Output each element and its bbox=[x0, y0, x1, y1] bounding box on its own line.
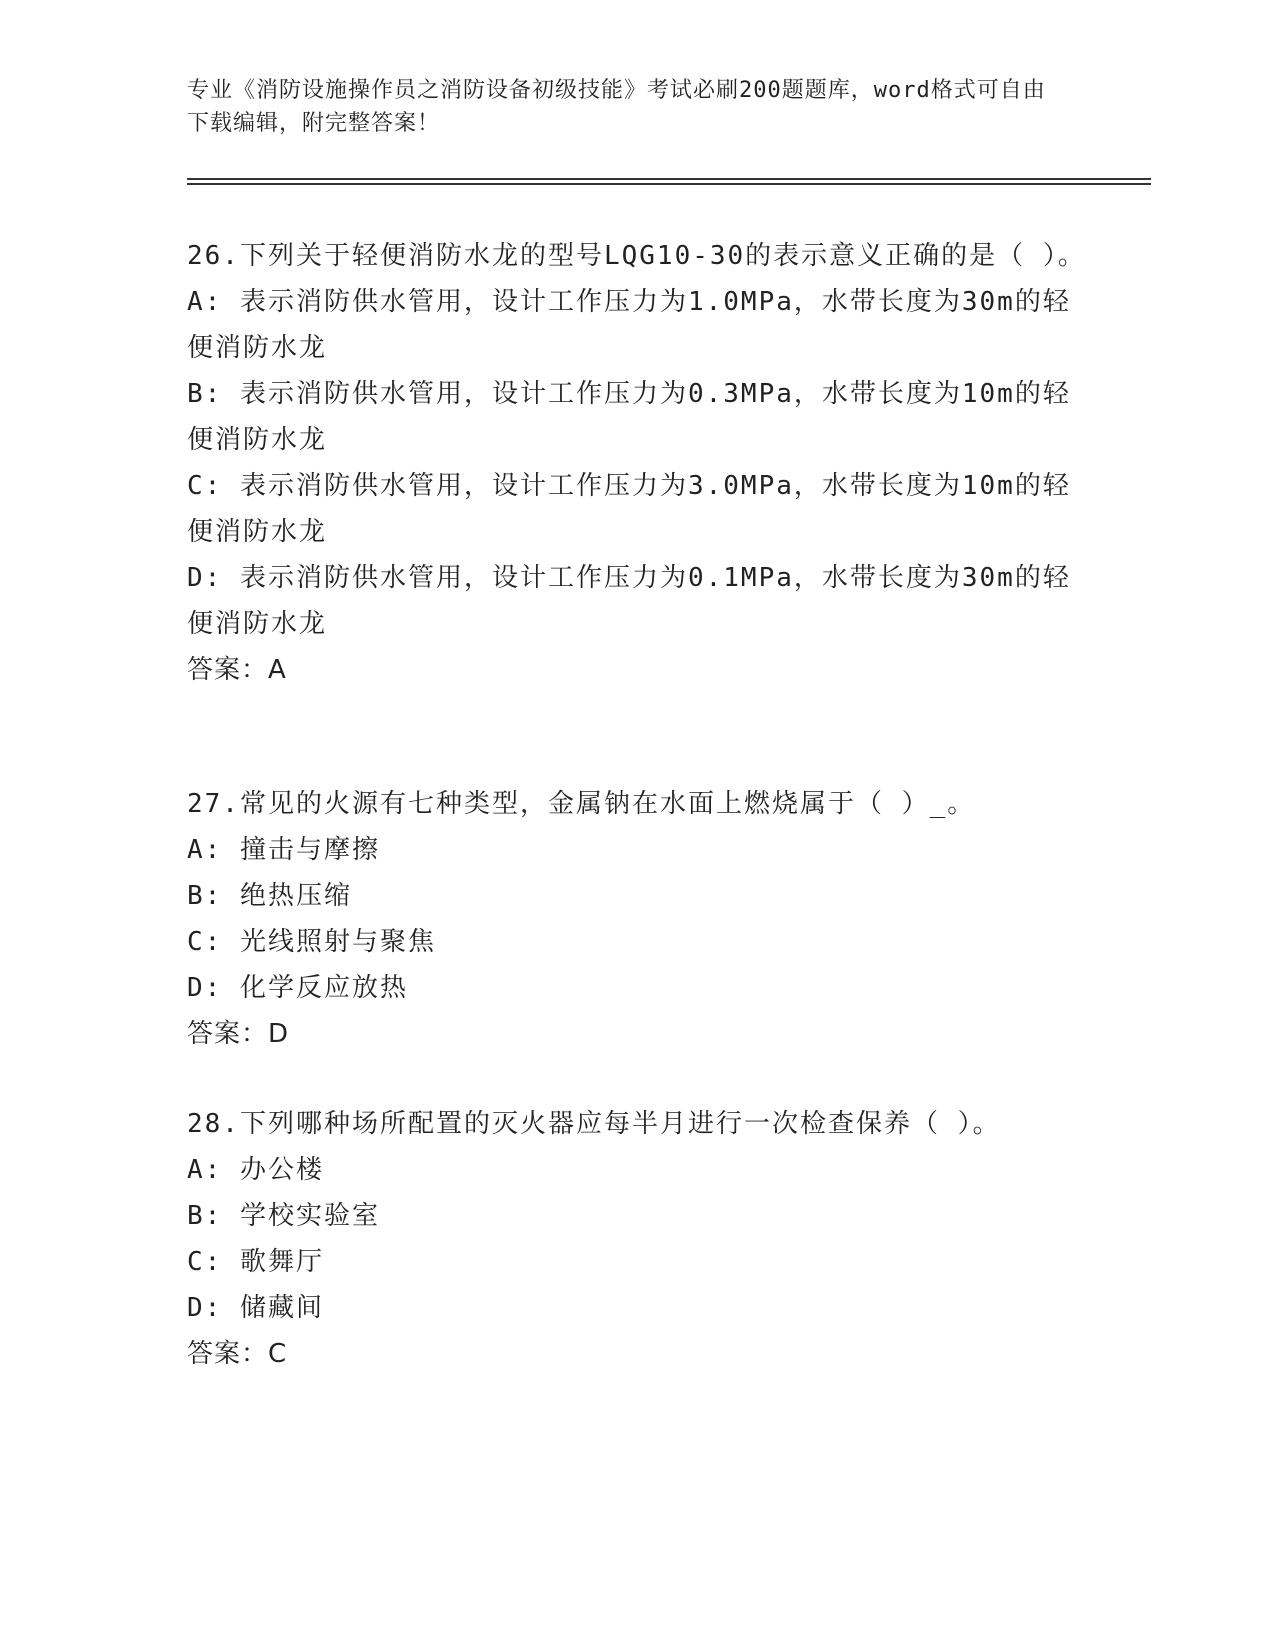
question-26 bbox=[187, 233, 1087, 693]
option-c: C: 表示消防供水管用，设计工作压力为3.0MPa，水带长度为10m的轻便消防水龙 bbox=[187, 471, 1071, 547]
question-text: 26.下列关于轻便消防水龙的型号LQG10-30的表示意义正确的是（ ）。 bbox=[187, 241, 1086, 271]
option-d: D: 表示消防供水管用，设计工作压力为0.1MPa，水带长度为30m的轻便消防水龙 bbox=[187, 563, 1071, 639]
option-a: A: 撞击与摩擦 bbox=[187, 835, 380, 865]
answer: 答案：C bbox=[187, 1339, 288, 1369]
document-header: 专业《消防设施操作员之消防设备初级技能》考试必刷200题题库，word格式可自由下载编辑，附完整答案！ bbox=[187, 78, 1046, 136]
option-b: B: 学校实验室 bbox=[187, 1201, 380, 1231]
option-d: D: 储藏间 bbox=[187, 1293, 324, 1323]
question-text: 27.常见的火源有七种类型，金属钠在水面上燃烧属于（ ）_。 bbox=[187, 789, 976, 819]
question-text: 28.下列哪种场所配置的灭火器应每半月进行一次检查保养（ ）。 bbox=[187, 1109, 1001, 1139]
option-b: B: 绝热压缩 bbox=[187, 881, 352, 911]
header-divider-bottom bbox=[187, 183, 1151, 185]
answer: 答案：D bbox=[187, 1019, 290, 1049]
answer: 答案：A bbox=[187, 655, 287, 685]
option-d: D: 化学反应放热 bbox=[187, 973, 408, 1003]
option-a: A: 表示消防供水管用，设计工作压力为1.0MPa，水带长度为30m的轻便消防水龙 bbox=[187, 287, 1071, 363]
option-a: A: 办公楼 bbox=[187, 1155, 324, 1185]
option-c: C: 光线照射与聚焦 bbox=[187, 927, 436, 957]
question-27 bbox=[187, 781, 1087, 1057]
option-c: C: 歌舞厅 bbox=[187, 1247, 324, 1277]
option-b: B: 表示消防供水管用，设计工作压力为0.3MPa，水带长度为10m的轻便消防水龙 bbox=[187, 379, 1071, 455]
question-28 bbox=[187, 1101, 1087, 1377]
header-divider-top bbox=[187, 178, 1151, 180]
